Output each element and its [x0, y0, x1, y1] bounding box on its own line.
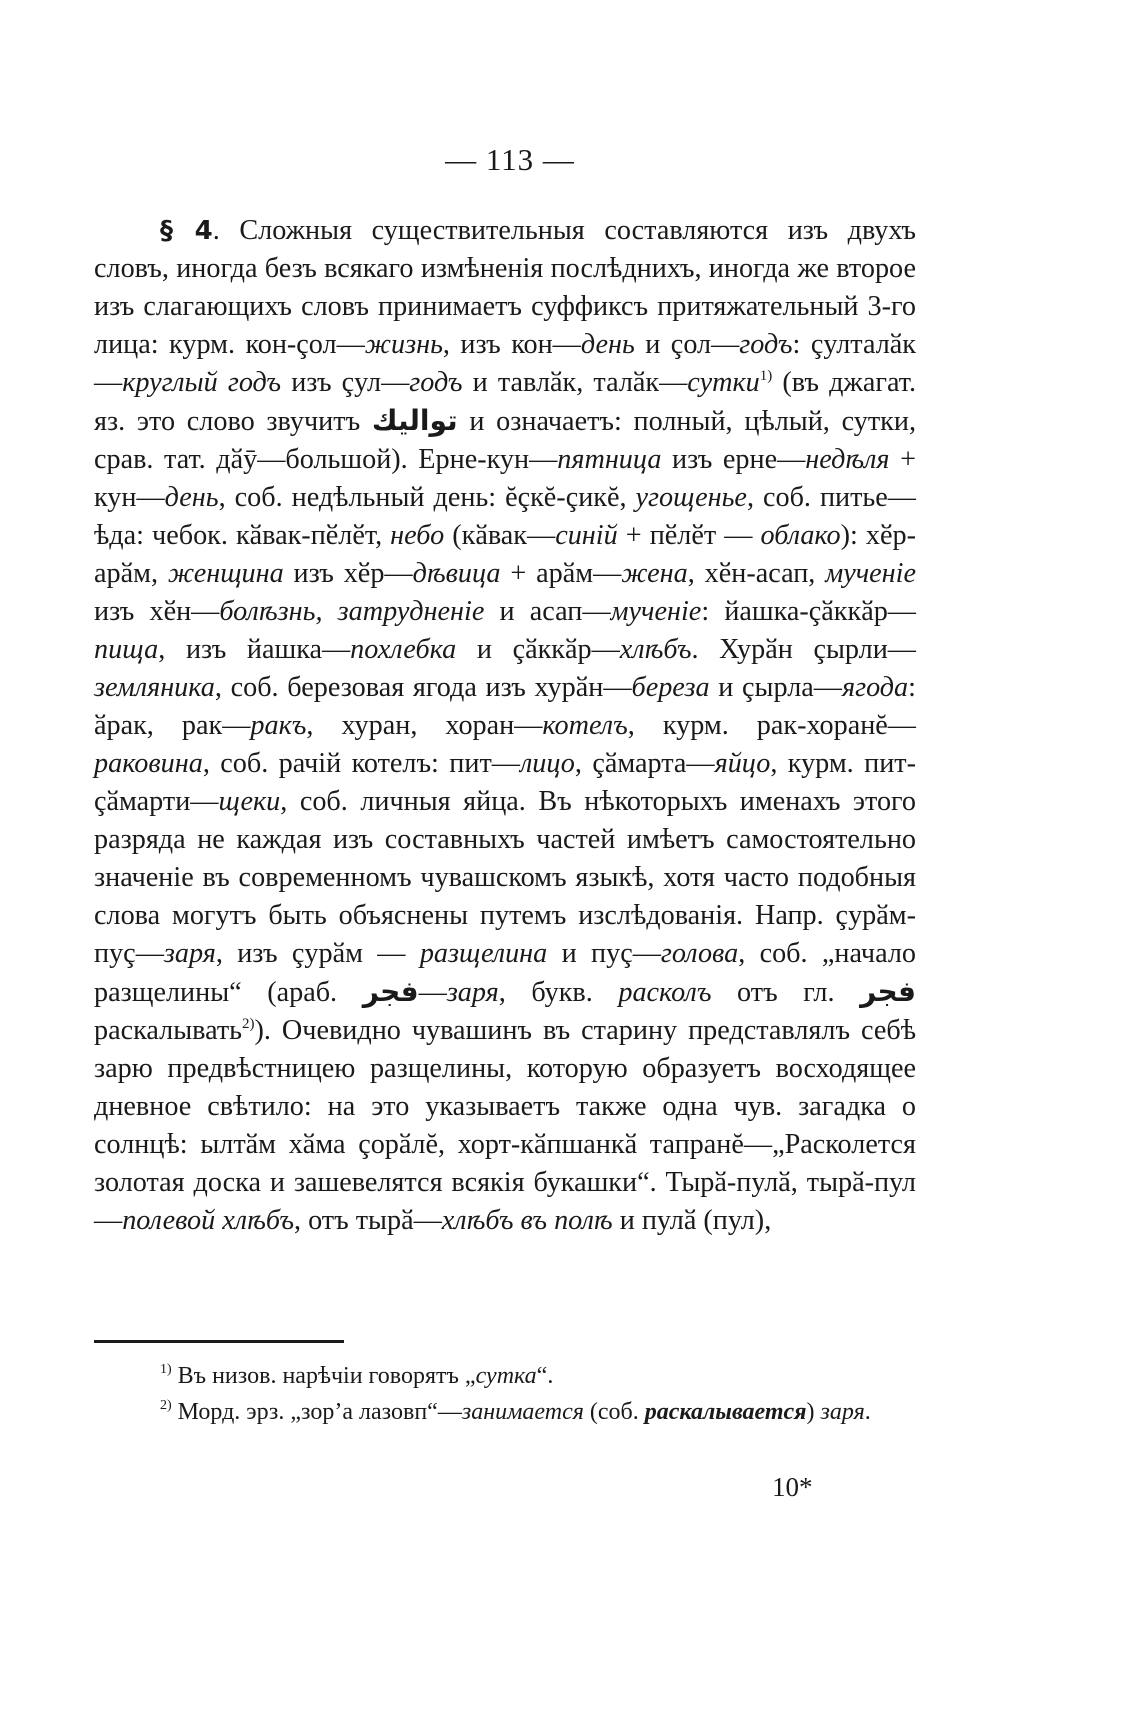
footnote-ref-1: 1)	[759, 368, 773, 384]
footnote-divider	[94, 1340, 344, 1343]
arabic-word-fajr: فجر	[362, 975, 419, 1008]
footnote-ref-2: 2)	[242, 1016, 255, 1032]
section-paragraph: § 4. Сложныя существительныя составляются изъ двухъ словъ, иногда безъ всякаго измѣненія послѣднихъ, иногда же второе изъ слагающихъ словъ принимаетъ суффиксъ притяжательный 3-го лица: курм. кон-çол—жизнь, изъ кон—день и çол—годъ: çулталӑк—круглый годъ изъ çул—годъ и тавлӑк, талӑк—сутки$^{1)}$ (въ джагат. яз. это слово звучитъ تواليك и означаетъ: полный, цѣлый, сутки, срав. тат. дӑӯ—большой). Ерне-кун—пятница изъ ерне—недѣля + кун—день, соб. недѣльный день: ĕçкĕ-çикĕ, угощенье, соб. питье—ѣда: чебок. кӑвак-пӗлӗт, небо (кӑвак—синій + пӗлӗт — облако): хӗр-арӑм, женщина изъ хӗр—дѣвица + арӑм—жена, хӗн-асап, мученіе изъ хӗн—болѣзнь, затрудненіе и асап—мученіе: йашка-çӑккӑр—пища, изъ йашка—похлебка и çӑккӑр—хлѣбъ. Хурӑн çырли—земляника, соб. березовая ягода изъ хурӑн—береза и çырла—ягода: ӑрак, рак—ракъ, хуран, хоран—котелъ, курм. рак-хоранĕ—раковина, соб. рачій котелъ: пит—лицо, çӑмарта—яйцо, курм. пит-çӑмарти—щеки, соб. личныя яйца. Въ нѣкоторыхъ именахъ этого разряда не каждая изъ составныхъ частей имѣетъ самостоятельно значеніе въ современномъ чувашскомъ языкѣ, хотя часто подобныя слова могутъ быть объяснены путемъ изслѣдованія. Напр. çурӑм-пуç—заря, изъ çурӑм — разщелина и пуç—голова, соб. „начало разщелины“ (араб. فجر—заря, букв. расколъ отъ гл. فجر раскалывать$^{2)}$). Очевидно чувашинъ въ старину представлялъ себѣ зарю предвѣстницею разщелины, которую образуетъ восходящее дневное свѣтило: на это указываетъ также одна чув. загадка о солнцѣ: ылтӑм хӑма çорӑлĕ, хорт-кӑпшанкӑ тапранĕ—„Расколется золотая доска и зашевелятся всякія букашки“. Тырӑ-пулӑ, тырӑ-пул—полевой хлѣбъ, отъ тырӑ—хлѣбъ въ полѣ и пулӑ (пул),	[94, 215, 917, 1236]
printer-signature: 10*	[772, 1472, 813, 1502]
section-mark: § 4	[160, 216, 213, 246]
footnote-1: $^{1)}$ Въ низов. нарѣчіи говорятъ „сутка“.	[160, 1362, 554, 1389]
arabic-word-tavalik: تواليك	[371, 404, 458, 437]
page-number: — 113 —	[445, 142, 575, 177]
footnotes	[94, 1358, 916, 1430]
arabic-verb-fajara: فجر	[860, 975, 917, 1008]
footnote-2: $^{2)}$ Морд. эрз. „зор’а лазовп“—занимается (соб. раскалывается) заря.	[160, 1398, 871, 1425]
